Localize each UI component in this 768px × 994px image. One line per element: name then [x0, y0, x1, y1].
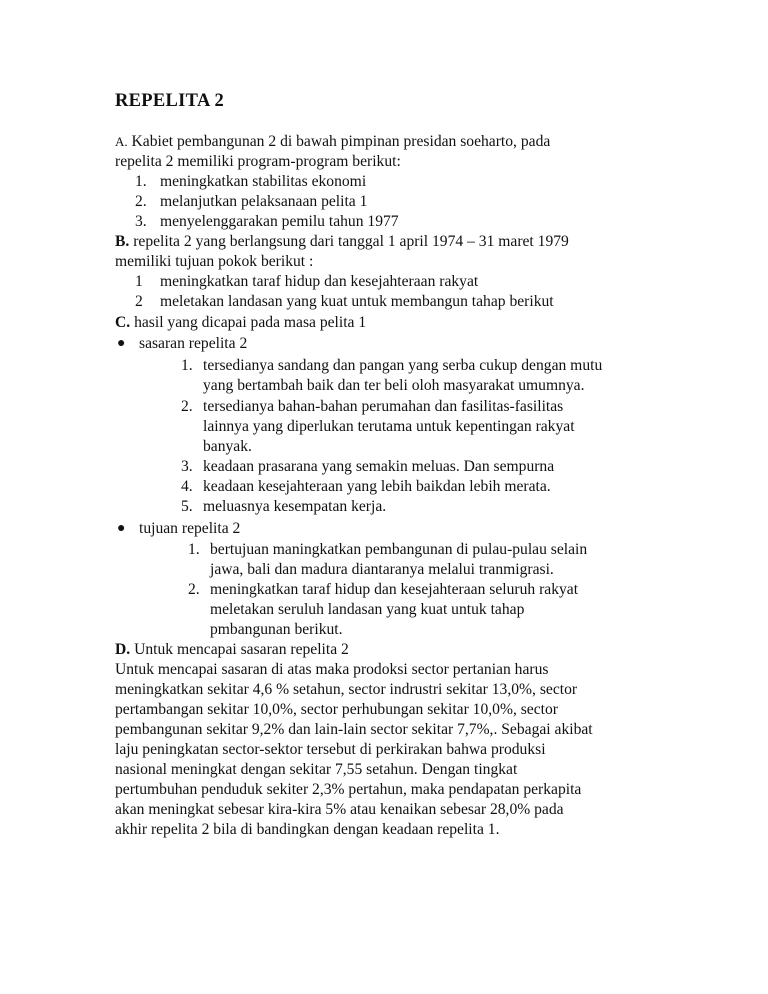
- sasaran-item-number: 2.: [181, 398, 193, 415]
- section-b-line-1: [115, 232, 569, 252]
- section-c-intro: hasil yang dicapai pada masa pelita 1: [134, 314, 367, 331]
- paragraph-line: pertumbuhan penduduk sekiter 2,3% pertahun, maka pendapatan perkapita: [115, 781, 582, 798]
- tujuan-item-number: 1.: [188, 541, 200, 558]
- paragraph-line: laju peningkatan sector-sektor tersebut di perkirakan bahwa produksi: [115, 741, 546, 758]
- section-a-intro: Kabiet pembangunan 2 di bawah pimpinan presidan soeharto, pada: [131, 133, 551, 150]
- section-b-item-number: 1: [135, 273, 143, 290]
- sasaran-item-line: banyak.: [203, 438, 252, 455]
- sasaran-item-line: yang bertambah baik dan ter beli oloh masyarakat umumnya.: [203, 377, 585, 394]
- sasaran-item-number: 3.: [181, 458, 193, 475]
- sasaran-item-line: tersedianya sandang dan pangan yang serba cukup dengan mutu: [203, 357, 603, 374]
- sasaran-item-line: meluasnya kesempatan kerja.: [203, 498, 387, 515]
- sasaran-item-line: keadaan prasarana yang semakin meluas. Dan sempurna: [203, 458, 555, 475]
- section-a-item: menyelenggarakan pemilu tahun 1977: [160, 213, 399, 230]
- paragraph-line: nasional meningkat dengan sekitar 7,55 setahun. Dengan tingkat: [115, 761, 518, 778]
- sasaran-item-line: keadaan kesejahteraan yang lebih baikdan lebih merata.: [203, 478, 551, 495]
- section-a-line-2: repelita 2 memiliki program-program berikut:: [115, 153, 401, 170]
- bullet-icon: ●: [117, 336, 126, 351]
- sasaran-item-number: 5.: [181, 498, 193, 515]
- paragraph-line: Untuk mencapai sasaran di atas maka prodoksi sector pertanian harus: [115, 661, 549, 678]
- section-a-item: melanjutkan pelaksanaan pelita 1: [160, 193, 368, 210]
- sasaran-item-line: lainnya yang diperlukan terutama untuk kepentingan rakyat: [203, 418, 575, 435]
- section-d-title: Untuk mencapai sasaran repelita 2: [134, 641, 349, 658]
- document-title: REPELITA 2: [115, 91, 225, 111]
- paragraph-line: akan meningkat sebesar kira-kira 5% atau kenaikan sebesar 28,0% pada: [115, 801, 564, 818]
- paragraph-line: akhir repelita 2 bila di bandingkan dengan keadaan repelita 1.: [115, 821, 500, 838]
- section-b-item: meningkatkan taraf hidup dan kesejahteraan rakyat: [160, 273, 479, 290]
- paragraph-line: meningkatkan sekitar 4,6 % setahun, sector indrustri sekitar 13,0%, sector: [115, 681, 578, 698]
- section-d-heading: [115, 640, 349, 660]
- section-c-marker: C.: [115, 314, 131, 331]
- section-b-item-number: 2: [135, 293, 143, 310]
- tujuan-item-line: pmbangunan berikut.: [210, 621, 343, 638]
- section-a-item-number: 3.: [135, 213, 147, 230]
- section-a-item: meningkatkan stabilitas ekonomi: [160, 173, 367, 190]
- sasaran-item-line: tersedianya bahan-bahan perumahan dan fasilitas-fasilitas: [203, 398, 564, 415]
- section-b-line-2: memiliki tujuan pokok berikut :: [115, 253, 314, 270]
- bullet-icon: ●: [117, 521, 126, 536]
- section-b-item: meletakan landasan yang kuat untuk membangun tahap berikut: [160, 293, 554, 310]
- tujuan-heading: tujuan repelita 2: [139, 520, 241, 537]
- section-a-marker: A.: [115, 134, 128, 149]
- tujuan-item-line: jawa, bali dan madura diantaranya melalui tranmigrasi.: [210, 561, 554, 578]
- section-c-line-1: [115, 313, 366, 333]
- section-a-item-number: 1.: [135, 173, 147, 190]
- paragraph-line: pertambangan sekitar 10,0%, sector perhubungan sekitar 10,0%, sector: [115, 701, 558, 718]
- sasaran-heading: sasaran repelita 2: [139, 335, 248, 352]
- sasaran-item-number: 1.: [181, 357, 193, 374]
- tujuan-item-number: 2.: [188, 581, 200, 598]
- section-d-marker: D.: [115, 641, 131, 658]
- section-b-intro: repelita 2 yang berlangsung dari tanggal 1 april 1974 – 31 maret 1979: [133, 233, 569, 250]
- tujuan-item-line: bertujuan maningkatkan pembangunan di pulau-pulau selain: [210, 541, 588, 558]
- section-a-item-number: 2.: [135, 193, 147, 210]
- section-b-marker: B.: [115, 233, 130, 250]
- tujuan-item-line: meningkatkan taraf hidup dan kesejahteraan seluruh rakyat: [210, 581, 579, 598]
- paragraph-line: pembangunan sekitar 9,2% dan lain-lain sector sekitar 7,7%,. Sebagai akibat: [115, 721, 593, 738]
- section-a-line-1: [115, 132, 550, 152]
- tujuan-item-line: meletakan seruluh landasan yang kuat untuk tahap: [210, 601, 525, 618]
- sasaran-item-number: 4.: [181, 478, 193, 495]
